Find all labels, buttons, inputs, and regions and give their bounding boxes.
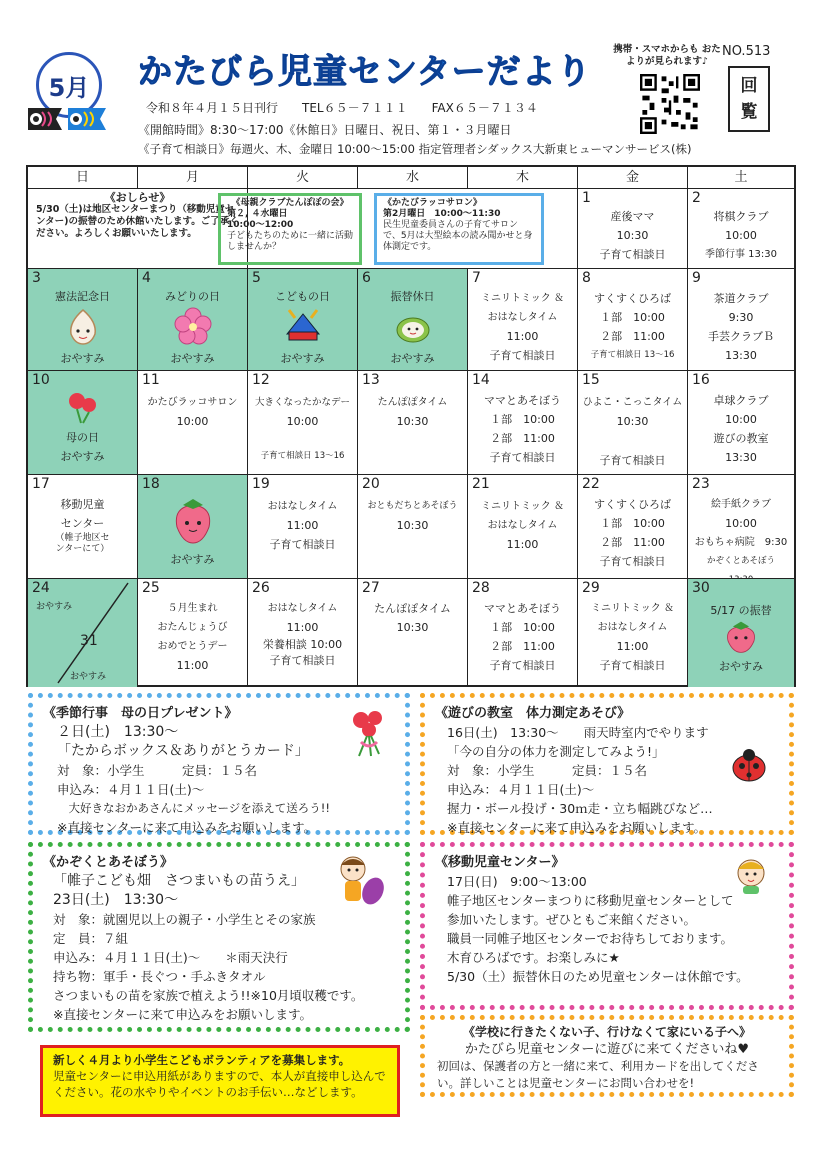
notice-body: 5/30（土)は地区センターまつり（移動児童センター)の振替のため休館いたします。ご了承ください。よろしくお願いいたします。 xyxy=(36,204,239,239)
event-note: （帷子地区センターにて） xyxy=(55,533,110,554)
calendar-cell xyxy=(578,371,688,475)
closed-label: おやすみ xyxy=(280,352,325,365)
box-title: 《かぞくとあそぼう》 xyxy=(43,855,174,870)
box-target: 対 象：就園児以上の親子・小学生とその家族 xyxy=(53,912,316,927)
circulation-stamp xyxy=(728,66,770,132)
school-support-box xyxy=(420,1015,794,1097)
calendar-cell xyxy=(688,269,794,371)
weekday-sat: 土 xyxy=(688,167,794,189)
event: おはなしタイム xyxy=(487,520,558,531)
event: 子育て相談日 xyxy=(489,451,556,464)
event-time: ２部 11:00 xyxy=(600,330,665,343)
event-time: 11:00 xyxy=(506,330,539,343)
family-box xyxy=(28,842,410,1032)
date-number: 7 xyxy=(472,270,481,286)
box-apply: 申込み：４月１１日(土)～ xyxy=(447,782,595,797)
calendar-cell xyxy=(248,475,358,579)
date-number: 27 xyxy=(362,580,380,596)
date-number: 4 xyxy=(142,270,151,286)
box-target: 対 象：小学生 定員：１５名 xyxy=(57,763,258,778)
volunteer-body: 児童センターに申込用紙がありますので、本人が直接申し込んでください。花の水やりやイベントのお手伝い…などします。 xyxy=(53,1069,386,1099)
event: ひよこ・こっこタイム xyxy=(582,397,683,408)
calendar-cell-holiday xyxy=(28,371,138,475)
weekday-thu: 木 xyxy=(468,167,578,189)
calendar-cell-holiday xyxy=(688,579,794,687)
date-number: 15 xyxy=(582,372,600,388)
date-number: 25 xyxy=(142,580,160,596)
event-time: 10:30 xyxy=(396,519,429,532)
date-number: 14 xyxy=(472,372,490,388)
box-apply: 申込み：４月１１日(土)～ xyxy=(57,782,205,797)
azalea-flower-icon xyxy=(173,306,213,346)
event-time: １部 10:00 xyxy=(490,413,555,426)
notice-line: 第２, ４水曜日 xyxy=(227,209,288,219)
event-time: 11:00 xyxy=(286,519,319,532)
calendar-cell-holiday xyxy=(28,579,138,687)
publish-info: 令和８年４月１５日刊行 TEL６５－７１１１ FAX６５－７１３４ xyxy=(146,101,538,115)
koinobori-icon xyxy=(26,104,108,134)
calendar-cell xyxy=(358,475,468,579)
closed-label: おやすみ xyxy=(170,352,215,365)
ladybug-icon xyxy=(729,748,769,782)
box-items: 持ち物：軍手・長ぐつ・手ふきタオル xyxy=(53,969,266,984)
box-desc: 初回は、保護者の方と一緒に来て、利用カードを出してください。詳しいことは児童センターにお問い合わせを! xyxy=(437,1059,759,1090)
carnation-icon xyxy=(63,389,103,425)
circulation-stamp-char: 回 xyxy=(740,76,758,96)
date-number: 12 xyxy=(252,372,270,388)
month-badge xyxy=(26,48,108,140)
event: 子育て相談日 xyxy=(269,654,336,667)
event: おはなしタイム xyxy=(267,501,338,512)
weekday-sun: 日 xyxy=(28,167,138,189)
event: 大きくなったかなデー xyxy=(254,397,350,408)
holiday-name: 振替休日 xyxy=(390,290,435,303)
box-desc: 握力・ボール投げ・30ｍ走・立ち幅跳びなど… xyxy=(447,801,713,816)
date-number: 1 xyxy=(582,190,591,206)
event-time: ２部 11:00 xyxy=(600,536,665,549)
calendar-cell xyxy=(578,189,688,269)
box-note: ※直接センターに来て申込みをお願いします。 xyxy=(57,820,316,835)
calendar-cell xyxy=(688,189,794,269)
box-desc: 帷子地区センターまつりに移動児童センターとして参加いたします。ぜひともご来館ください。 xyxy=(447,893,734,927)
date-number: 6 xyxy=(362,270,371,286)
event-time: 11:00 xyxy=(506,538,539,551)
calendar-cell xyxy=(248,579,358,687)
notice-rakko xyxy=(374,193,544,265)
event-time: 13:30 xyxy=(725,349,757,362)
event-time: 13:30 xyxy=(725,451,757,464)
weekday-wed: 水 xyxy=(358,167,468,189)
box-desc: 木育ひろばです。お楽しみに★ xyxy=(447,950,620,965)
box-title: 《学校に行きたくない子、行けなくて家にいる子へ》 xyxy=(462,1025,751,1039)
calendar-cell xyxy=(578,475,688,579)
calendar-cell xyxy=(468,269,578,371)
calendar-cell-holiday xyxy=(138,269,248,371)
date-number: 23 xyxy=(692,476,710,492)
event: すくすくひろば xyxy=(594,498,671,511)
event: 子育て相談日 13～16 xyxy=(260,451,345,461)
month-label: 5月 xyxy=(36,52,102,118)
event-time: ２部 11:00 xyxy=(490,432,555,445)
opening-hours: 《開館時間》8:30～17:00《休館日》日曜日、祝日、第１・３月曜日 xyxy=(138,123,512,137)
holiday-name: みどりの日 xyxy=(165,290,220,303)
event: 絵手紙クラブ xyxy=(711,499,771,510)
event-time: １部 10:00 xyxy=(600,517,665,530)
mothers-day-box xyxy=(28,693,410,835)
box-note: ※直接センターに来て申込みをお願いします。 xyxy=(447,820,706,835)
garlic-character-icon xyxy=(63,306,103,346)
box-apply: 申込み：４月１１日(土)～ ＊雨天決行 xyxy=(53,950,288,965)
event-time: １部 10:00 xyxy=(600,311,665,324)
notice-title: 《かたびラッコサロン》 xyxy=(383,198,482,208)
event-time: 10:00 xyxy=(725,413,757,426)
event: 手芸クラブＢ xyxy=(708,330,774,343)
event: ミニリトミック ＆ xyxy=(591,603,674,614)
calendar-cell xyxy=(248,371,358,475)
date-number: 21 xyxy=(472,476,490,492)
weekday-mon: 月 xyxy=(138,167,248,189)
kabuto-helmet-icon xyxy=(283,306,323,346)
date-number: 28 xyxy=(472,580,490,596)
calendar-cell xyxy=(578,269,688,371)
notice-title: 《おしらせ》 xyxy=(104,191,171,204)
event: 茶道クラブ xyxy=(713,292,769,305)
issue-number: NO.513 xyxy=(722,44,771,59)
closed-label: おやすみ xyxy=(36,602,73,612)
event: 子育て相談日 xyxy=(489,349,556,362)
event-time: 10:30 xyxy=(396,415,429,428)
calendar-cell xyxy=(358,371,468,475)
event: おたんじょうび xyxy=(157,622,228,633)
date-number: 20 xyxy=(362,476,380,492)
holiday-name: 5/17 の振替 xyxy=(710,604,772,617)
event-time: １部 10:00 xyxy=(490,621,555,634)
event: おはなしタイム xyxy=(267,603,338,614)
closed-label: おやすみ xyxy=(390,352,435,365)
holiday-name: 憲法記念日 xyxy=(55,290,110,303)
box-date: ２日(土) 13:30～ xyxy=(57,724,179,740)
event: たんぽぽタイム xyxy=(377,397,448,408)
circulation-stamp-char: 覧 xyxy=(740,102,758,122)
strawberry-character-icon xyxy=(171,497,215,547)
event-time: 11:00 xyxy=(616,640,649,653)
event: 産後ママ xyxy=(610,210,655,223)
event-time: 10:00 xyxy=(725,229,757,242)
calendar-cell xyxy=(468,371,578,475)
event-time: 9:30 xyxy=(728,311,754,324)
date-number: 24 xyxy=(32,580,50,596)
event: 栄養相談 10:00 xyxy=(262,638,343,651)
box-title: 《季節行事 母の日プレゼント》 xyxy=(43,706,238,721)
event: ママとあそぼう xyxy=(484,602,561,615)
notice-title: 《母親クラブたんぽぽの会》 xyxy=(231,198,349,208)
event: 子育て相談日 xyxy=(269,538,336,551)
event: ミニリトミック ＆ xyxy=(481,501,564,512)
box-date: 23日(土) 13:30～ xyxy=(53,892,179,908)
date-number: 8 xyxy=(582,270,591,286)
date-number: 30 xyxy=(692,580,710,596)
box-desc: さつまいもの苗を家族で植えよう!!※10月頃収穫です。 xyxy=(53,988,364,1003)
kashiwa-mochi-icon xyxy=(393,306,433,346)
calendar-cell xyxy=(28,475,138,579)
calendar-cell-holiday xyxy=(138,475,248,579)
closed-label: おやすみ xyxy=(70,672,107,682)
event: ママとあそぼう xyxy=(484,394,561,407)
volunteer-headline: 新しく４月より小学生こどもボランティアを募集します。 xyxy=(53,1053,351,1067)
event-time: 10:30 xyxy=(616,415,649,428)
event: 将棋クラブ xyxy=(713,210,769,223)
event: たんぽぽタイム xyxy=(374,602,451,615)
volunteer-notice xyxy=(40,1045,400,1117)
holiday-name: こどもの日 xyxy=(275,290,330,303)
closed-label: おやすみ xyxy=(170,553,215,566)
weekday-tue: 火 xyxy=(248,167,358,189)
box-target: 対 象：小学生 定員：１５名 xyxy=(447,763,648,778)
event: すくすくひろば xyxy=(594,292,671,305)
event: かぞくとあそぼう xyxy=(706,556,775,566)
box-title: 《遊びの教室 体力測定あそび》 xyxy=(435,706,631,721)
box-event-name: 「たからボックス＆ありがとうカード」 xyxy=(57,743,309,759)
date-number: 18 xyxy=(142,476,160,492)
event: 遊びの教室 xyxy=(713,432,769,445)
play-class-box xyxy=(420,693,794,835)
event-time: ２部 11:00 xyxy=(490,640,555,653)
calendar-cell xyxy=(578,579,688,687)
box-desc: 大好きなおかあさんにメッセージを添えて送ろう!! xyxy=(57,801,331,815)
date-number: 2 xyxy=(692,190,701,206)
date-number: 11 xyxy=(142,372,160,388)
event-time: 10:30 xyxy=(616,229,649,242)
consultation-info: 《子育て相談日》毎週火、木、金曜日 10:00～15:00 指定管理者シダックス大新東ヒューマンサービス(株) xyxy=(138,142,692,156)
child-character-icon xyxy=(729,855,773,895)
event: 子育て相談日 xyxy=(489,659,556,672)
weekday-fri: 金 xyxy=(578,167,688,189)
box-date: 16日(土) 13:30～ 雨天時室内でやります xyxy=(447,725,709,740)
calendar-cell-holiday xyxy=(28,269,138,371)
event: 子育て相談日 xyxy=(599,659,666,672)
event: 子育て相談日 xyxy=(599,248,666,261)
event: センター xyxy=(60,517,105,530)
date-number: 13 xyxy=(362,372,380,388)
event: 子育て相談日 13～16 xyxy=(590,350,675,360)
event: 子育て相談日 xyxy=(599,555,666,568)
closed-label: おやすみ xyxy=(60,450,105,463)
calendar-cell xyxy=(468,475,578,579)
calendar-cell xyxy=(468,579,578,687)
date-number: 17 xyxy=(32,476,50,492)
calendar-cell-holiday xyxy=(358,269,468,371)
notice-line: 10:00～12:00 xyxy=(227,220,294,230)
notice-line: 第2月曜日 10:00～11:30 xyxy=(383,209,501,219)
event: おはなしタイム xyxy=(487,312,558,323)
box-event-name: 「今の自分の体力を測定してみよう!」 xyxy=(447,744,665,759)
calendar-cell xyxy=(688,475,794,579)
event: 移動児童 xyxy=(60,498,105,511)
closed-label: おやすみ xyxy=(60,352,105,365)
event: おもちゃ病院 9:30 xyxy=(694,537,788,548)
calendar-cell xyxy=(138,371,248,475)
date-number: 3 xyxy=(32,270,41,286)
notice-oshirase xyxy=(28,189,248,269)
box-title: 《移動児童センター》 xyxy=(435,855,565,870)
event: 卓球クラブ xyxy=(713,394,769,407)
box-desc: 職員一同帷子地区センターでお待ちしております。 xyxy=(447,931,734,946)
event: おともだちとあそぼう xyxy=(367,501,458,511)
calendar-grid xyxy=(26,165,796,687)
event: ５月生まれ xyxy=(167,603,218,614)
event-time: 10:00 xyxy=(725,517,757,530)
date-number: 31 xyxy=(80,633,98,649)
box-headline: かたびら児童センターに遊びに来てくださいね♥ xyxy=(464,1042,750,1057)
event-time: 10:30 xyxy=(396,621,429,634)
date-number: 5 xyxy=(252,270,261,286)
event-time: 10:00 xyxy=(176,415,209,428)
date-number: 26 xyxy=(252,580,270,596)
carnation-bouquet-icon xyxy=(345,708,391,760)
strawberry-character-icon xyxy=(723,620,759,654)
date-number: 22 xyxy=(582,476,600,492)
child-with-sweet-potato-icon xyxy=(333,853,385,909)
date-number: 19 xyxy=(252,476,270,492)
event-time: 10:00 xyxy=(286,415,319,428)
date-number: 29 xyxy=(582,580,600,596)
notice-line: 民生児童委員さんの子育てサロンで、5月は大型絵本の読み聞かせと身体測定です。 xyxy=(383,220,533,252)
notice-tanpopo xyxy=(218,193,362,265)
box-note: ※直接センターに来て申込みをお願いします。 xyxy=(53,1007,312,1022)
event: おはなしタイム xyxy=(597,622,668,633)
event-time: 11:00 xyxy=(286,621,319,634)
notice-line: 子どもたちのために一緒に活動しませんか？ xyxy=(227,231,354,252)
event: 子育て相談日 xyxy=(599,454,666,467)
box-note: 5/30（土）振替休日のため児童センターは休館です。 xyxy=(447,969,749,984)
event-time: 11:00 xyxy=(176,659,209,672)
qr-code-icon[interactable] xyxy=(640,74,700,134)
calendar-cell xyxy=(688,371,794,475)
qr-note: 携帯・スマホからも おたよりが見られます♪ xyxy=(613,44,721,67)
box-event-name: 「帷子こども畑 さつまいもの苗うえ」 xyxy=(53,873,305,889)
mobile-center-box xyxy=(420,842,794,1010)
newsletter-title: かたびら児童センターだより xyxy=(138,52,592,92)
event: おめでとうデー xyxy=(157,641,228,652)
event: ミニリトミック ＆ xyxy=(481,293,564,304)
date-number: 10 xyxy=(32,372,50,388)
date-number: 9 xyxy=(692,270,701,286)
event: 季節行事 13:30 xyxy=(705,249,777,260)
event: かたびラッコサロン xyxy=(147,397,238,408)
calendar-cell-holiday xyxy=(248,269,358,371)
holiday-name: 母の日 xyxy=(66,431,99,444)
closed-label: おやすみ xyxy=(719,660,763,673)
box-date: 17日(日) 9:00～13:00 xyxy=(447,874,587,889)
calendar-cell xyxy=(138,579,248,687)
date-number: 16 xyxy=(692,372,710,388)
calendar-cell xyxy=(358,579,468,687)
box-capacity: 定 員：７組 xyxy=(53,931,129,946)
